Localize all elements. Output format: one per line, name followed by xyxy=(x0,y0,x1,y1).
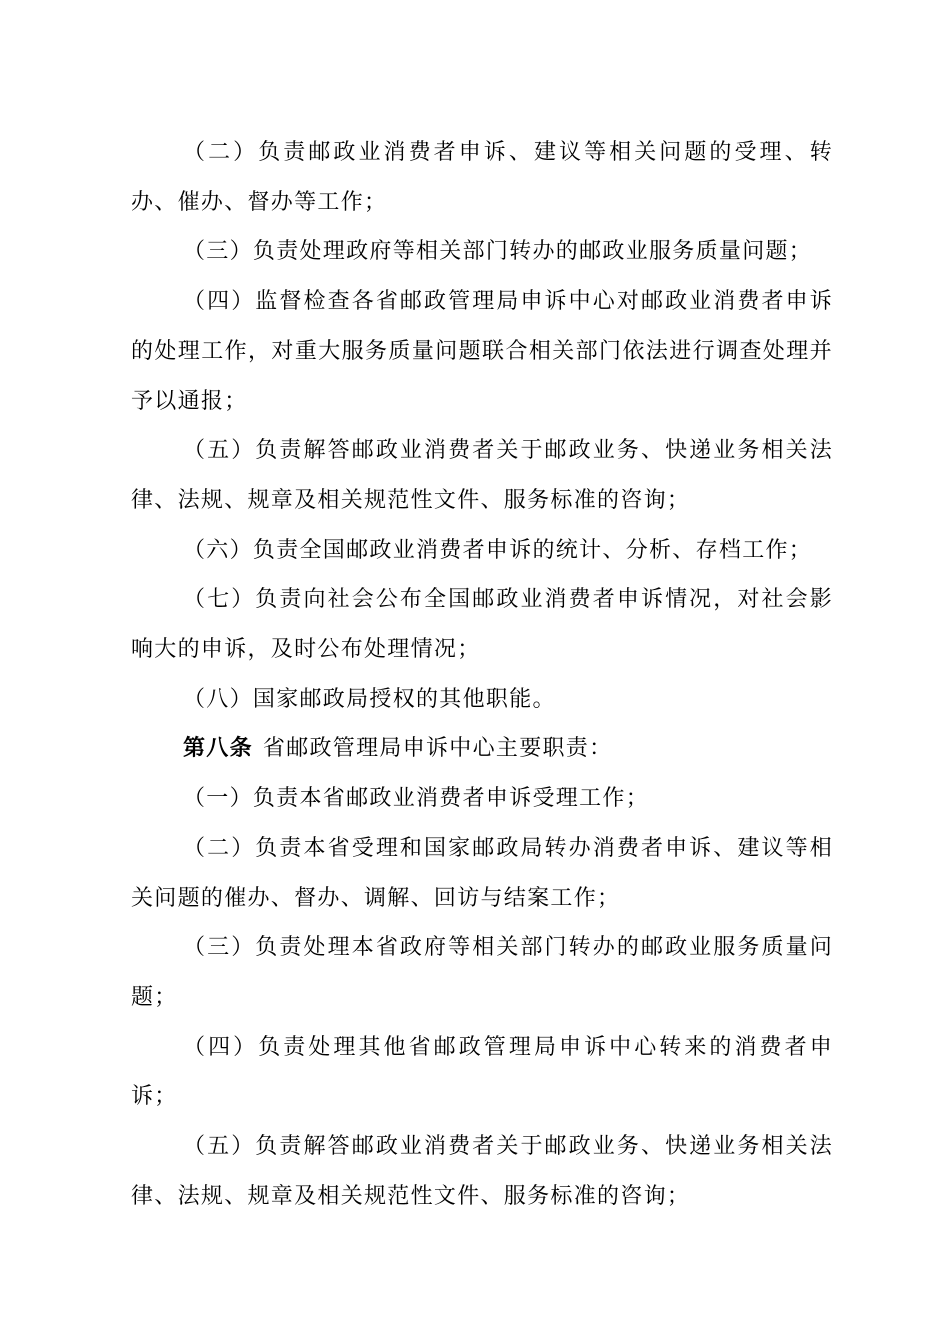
paragraph-duty-4: （四）监督检查各省邮政管理局申诉中心对邮政业消费者申诉的处理工作，对重大服务质量问题联合相关部门依法进行调查处理并予以通报； xyxy=(131,289,833,414)
paragraph-duty-5: （五）负责解答邮政业消费者关于邮政业务、快递业务相关法律、法规、规章及相关规范性文件、服务标准的咨询； xyxy=(131,438,833,513)
paragraph-duty-2: （二）负责邮政业消费者申诉、建议等相关问题的受理、转办、催办、督办等工作； xyxy=(131,140,833,215)
document-body xyxy=(131,128,833,1221)
article-8-item-4: （四）负责处理其他省邮政管理局申诉中心转来的消费者申诉； xyxy=(131,1034,833,1110)
article-8-item-1: （一）负责本省邮政业消费者申诉受理工作； xyxy=(183,786,650,812)
article-8-item-2: （二）负责本省受理和国家邮政局转办消费者申诉、建议等相关问题的催办、督办、调解、回访与结案工作； xyxy=(131,835,833,911)
article-8-text: 省邮政管理局申诉中心主要职责： xyxy=(262,736,613,762)
paragraph-duty-3: （三）负责处理政府等相关部门转办的邮政业服务质量问题； xyxy=(183,239,813,265)
article-8-item-5: （五）负责解答邮政业消费者关于邮政业务、快递业务相关法律、法规、规章及相关规范性文件、服务标准的咨询； xyxy=(131,1134,833,1209)
article-8-paragraph xyxy=(131,724,833,774)
paragraph-duty-7: （七）负责向社会公布全国邮政业消费者申诉情况，对社会影响大的申诉，及时公布处理情况； xyxy=(131,587,833,663)
article-8-heading: 第八条 xyxy=(183,735,253,762)
paragraph-duty-8: （八）国家邮政局授权的其他职能。 xyxy=(183,686,556,712)
paragraph-duty-6: （六）负责全国邮政业消费者申诉的统计、分析、存档工作； xyxy=(183,537,813,563)
article-8-item-3: （三）负责处理本省政府等相关部门转办的邮政业服务质量问题； xyxy=(131,935,833,1010)
